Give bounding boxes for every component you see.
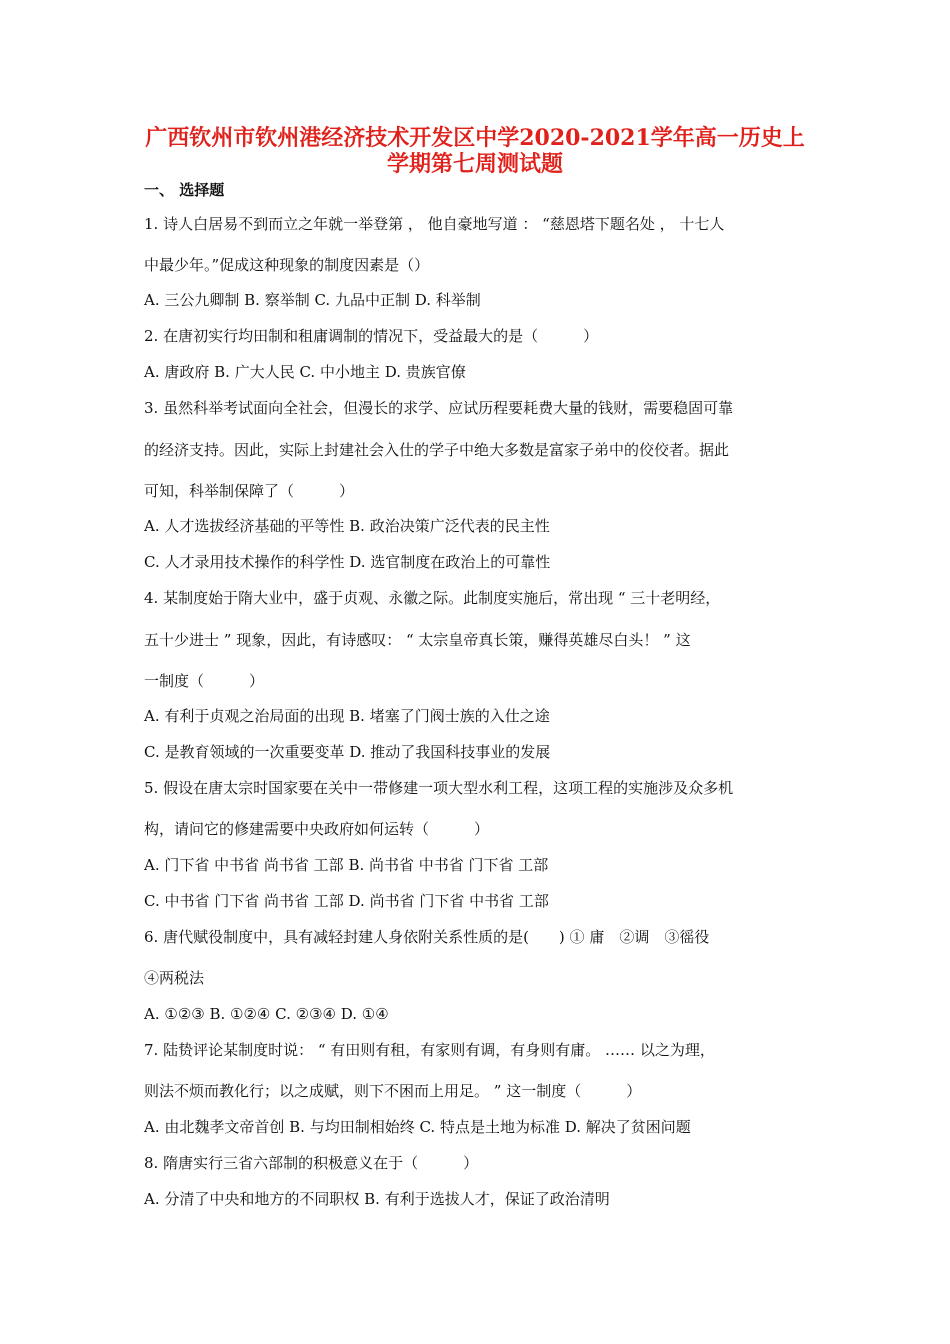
text-line: 可知，科举制保障了（ ） [144,482,355,500]
option-line: A. 由北魏孝文帝首创 B. 与均田制相始终 C. 特点是土地为标准 D. 解决了贫困问题 [144,1118,691,1136]
text-line: 中最少年。”促成这种现象的制度因素是（） [144,256,430,274]
text-line: ④两税法 [144,969,205,987]
text-line: 五十少进士 ” 现象，因此，有诗感叹： “ 太宗皇帝真长策，赚得英雄尽白头！ ” 这 [144,631,691,649]
text-line: 一制度（ ） [144,672,265,690]
text-line: 则法不烦而教化行；以之成赋，则下不困而上用足。 ” 这一制度（ ） [144,1082,642,1100]
option-line: A. 门下省 中书省 尚书省 工部 B. 尚书省 中书省 门下省 工部 [144,856,549,874]
option-line: A. 有利于贞观之治局面的出现 B. 堵塞了门阀士族的入仕之途 [144,707,550,725]
question-line: 8. 隋唐实行三省六部制的积极意义在于（ ） [144,1154,479,1172]
question-line: 4. 某制度始于隋大业中，盛于贞观、永徽之际。此制度实施后，常出现 “ 三十老明经， [144,589,721,607]
text-line: 的经济支持。因此，实际上封建社会入仕的学子中绝大多数是富家子弟中的佼佼者。据此 [144,441,730,459]
option-line: A. 人才选拔经济基础的平等性 B. 政治决策广泛代表的民主性 [144,517,550,535]
question-line: 5. 假设在唐太宗时国家要在关中一带修建一项大型水利工程，这项工程的实施涉及众多机 [144,779,734,797]
option-line: A. 唐政府 B. 广大人民 C. 中小地主 D. 贵族官僚 [144,363,466,381]
question-line: 2. 在唐初实行均田制和租庸调制的情况下，受益最大的是（ ） [144,327,599,345]
question-line: 3. 虽然科举考试面向全社会，但漫长的求学、应试历程要耗费大量的钱财，需要稳固可靠 [144,399,734,417]
text-line: 1. 诗人白居易不到而立之年就一举登第 ， 他自豪地写道 ： “慈恩塔下题名处 ， 十七人 [144,215,725,233]
section-heading: 一、 选择题 [144,181,225,199]
option-line: C. 是教育领域的一次重要变革 D. 推动了我国科技事业的发展 [144,743,551,761]
document-title-line-1: 广西钦州市钦州港经济技术开发区中学2020-2021学年高一历史上 [145,125,805,151]
option-line: A. 分清了中央和地方的不同职权 B. 有利于选拔人才，保证了政治清明 [144,1190,610,1208]
document-title-line-2: 学期第七周测试题 [386,151,563,177]
text-line: 构，请问它的修建需要中央政府如何运转（ ） [144,820,490,838]
option-line: A. 三公九卿制 B. 察举制 C. 九品中正制 D. 科举制 [144,291,481,309]
option-line: C. 中书省 门下省 尚书省 工部 D. 尚书省 门下省 中书省 工部 [144,892,549,910]
option-line: A. ①②③ B. ①②④ C. ②③④ D. ①④ [144,1005,389,1023]
question-line: 7. 陆贽评论某制度时说： “ 有田则有租，有家则有调，有身则有庸。 …… 以之为理， [144,1041,715,1059]
option-line: C. 人才录用技术操作的科学性 D. 选官制度在政治上的可靠性 [144,553,551,571]
question-line: 6. 唐代赋役制度中，具有减轻封建人身依附关系性质的是( ) ① 庸 ②调 ③徭役 [144,928,710,946]
